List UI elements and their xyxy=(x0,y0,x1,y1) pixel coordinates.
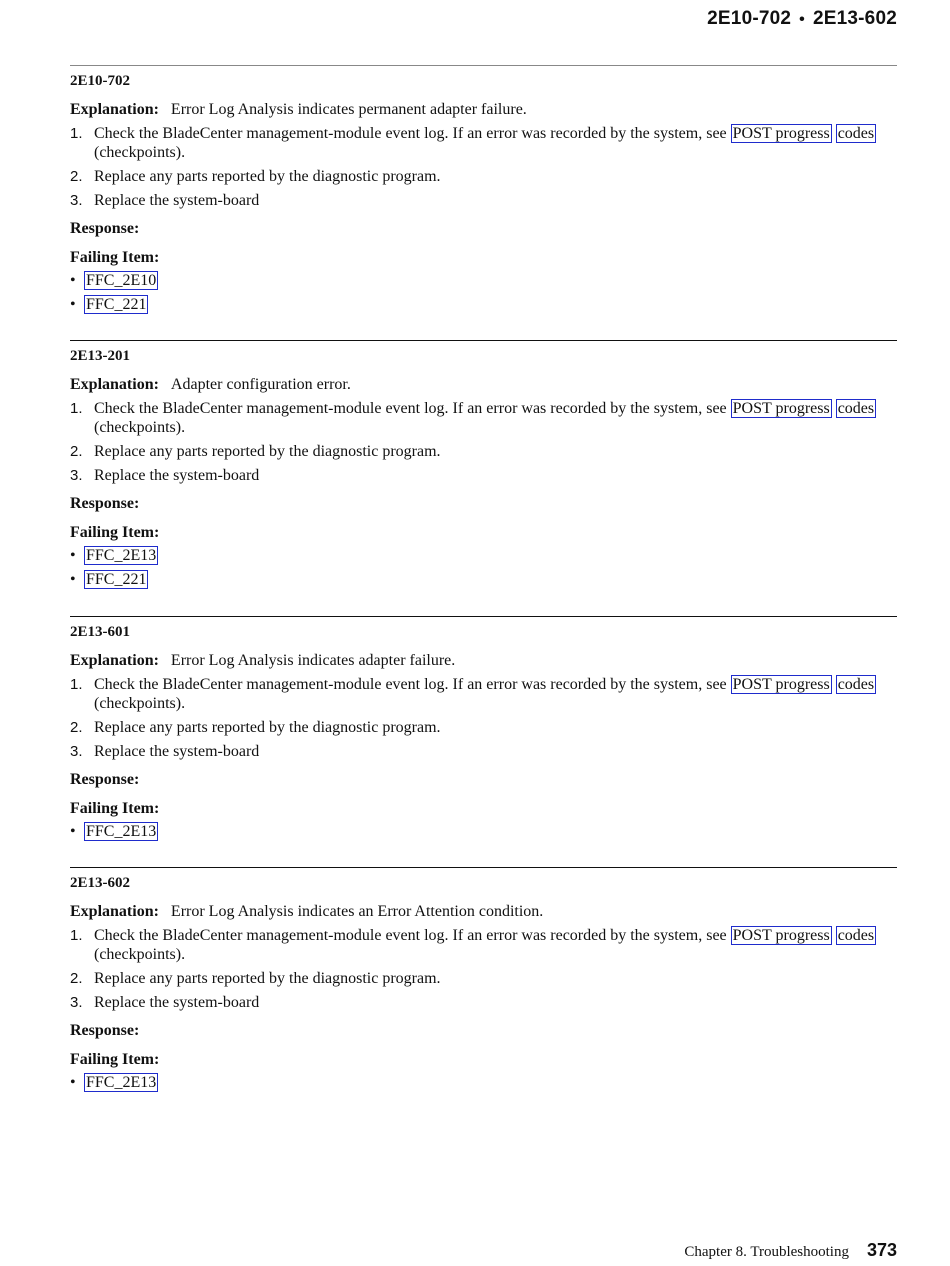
explanation xyxy=(70,902,897,922)
post-progress-codes-link-cont[interactable]: codes xyxy=(837,125,875,142)
steps-list xyxy=(70,926,897,1012)
response-label: Response: xyxy=(70,220,140,237)
step-item: 1. Check the BladeCenter management-module event log. If an error was recorded by the system, see POST progress codes (checkpoints). xyxy=(70,676,875,712)
post-progress-codes-link[interactable]: POST progress xyxy=(732,125,830,142)
failing-items-list xyxy=(70,546,897,590)
steps-list xyxy=(70,675,897,761)
explanation-label: Explanation: xyxy=(70,376,159,393)
step-item: 3. Replace the system-board xyxy=(70,994,260,1011)
section-divider xyxy=(70,616,897,617)
explanation xyxy=(70,375,897,395)
error-code: 2E13-601 xyxy=(70,624,130,640)
response-label: Response: xyxy=(70,1022,140,1039)
response-label: Response: xyxy=(70,495,140,512)
explanation-text: Error Log Analysis indicates permanent adapter failure. xyxy=(170,101,527,118)
page-footer xyxy=(684,1240,897,1261)
explanation-text: Error Log Analysis indicates an Error Attention condition. xyxy=(170,903,544,920)
explanation-label: Explanation: xyxy=(70,101,159,118)
header-first-code: 2E10-702 xyxy=(707,8,792,29)
chapter-title: Chapter 8. Troubleshooting xyxy=(684,1244,849,1260)
failing-items-list xyxy=(70,822,897,842)
post-progress-codes-link-cont[interactable]: codes xyxy=(837,927,875,944)
step-item: 2. Replace any parts reported by the diagnostic program. xyxy=(70,970,441,987)
post-progress-codes-link-cont[interactable]: codes xyxy=(837,400,875,417)
explanation-text: Adapter configuration error. xyxy=(170,376,351,393)
explanation-label: Explanation: xyxy=(70,652,159,669)
ffc-link[interactable]: FFC_2E10 xyxy=(86,272,157,289)
error-entry-2e13-602 xyxy=(70,874,897,1093)
check-step-word: Check xyxy=(94,676,135,693)
ffc-link[interactable]: FFC_221 xyxy=(86,296,147,313)
failing-items-list xyxy=(70,271,897,315)
step-item: 3. Replace the system-board xyxy=(70,743,260,760)
failing-items-list xyxy=(70,1073,897,1093)
step-item: 1. Check the BladeCenter management-module event log. If an error was recorded by the system, see POST progress codes (checkpoints). xyxy=(70,927,875,963)
failing-item: • FFC_2E10 xyxy=(70,272,157,289)
post-progress-codes-link-cont[interactable]: codes xyxy=(837,676,875,693)
check-step-word: Check xyxy=(94,125,135,142)
check-step-word: Check xyxy=(94,400,135,417)
failing-item-label: Failing Item: xyxy=(70,800,160,817)
ffc-link[interactable]: FFC_2E13 xyxy=(86,1074,157,1091)
step-item: 1. Check the BladeCenter management-module event log. If an error was recorded by the system, see POST progress codes (checkpoints). xyxy=(70,125,875,161)
post-progress-codes-link[interactable]: POST progress xyxy=(732,676,830,693)
failing-item: • FFC_221 xyxy=(70,571,147,588)
failing-item: • FFC_221 xyxy=(70,296,147,313)
ffc-link[interactable]: FFC_2E13 xyxy=(86,547,157,564)
post-progress-codes-link[interactable]: POST progress xyxy=(732,400,830,417)
step-item: 3. Replace the system-board xyxy=(70,467,260,484)
section-divider xyxy=(70,65,897,66)
response-label: Response: xyxy=(70,771,140,788)
failing-item-label: Failing Item: xyxy=(70,524,160,541)
check-step-word: Check xyxy=(94,927,135,944)
explanation-text: Error Log Analysis indicates adapter failure. xyxy=(170,652,456,669)
step-item: 2. Replace any parts reported by the diagnostic program. xyxy=(70,719,441,736)
post-progress-codes-link[interactable]: POST progress xyxy=(732,927,830,944)
header-last-code: 2E13-602 xyxy=(812,8,897,29)
failing-item-label: Failing Item: xyxy=(70,249,160,266)
step-item: 2. Replace any parts reported by the diagnostic program. xyxy=(70,168,441,185)
step-item: 2. Replace any parts reported by the diagnostic program. xyxy=(70,443,441,460)
failing-item: • FFC_2E13 xyxy=(70,823,157,840)
step-item: 3. Replace the system-board xyxy=(70,192,260,209)
failing-item-label: Failing Item: xyxy=(70,1051,160,1068)
header-separator: • xyxy=(799,11,805,28)
page-number: 373 xyxy=(866,1240,897,1260)
error-entry-2e13-601 xyxy=(70,623,897,842)
error-entry-2e10-702 xyxy=(70,72,897,315)
explanation xyxy=(70,100,897,120)
steps-list xyxy=(70,399,897,485)
error-code: 2E13-201 xyxy=(70,348,130,364)
section-divider xyxy=(70,867,897,868)
explanation-label: Explanation: xyxy=(70,903,159,920)
failing-item: • FFC_2E13 xyxy=(70,547,157,564)
ffc-link[interactable]: FFC_221 xyxy=(86,571,147,588)
error-code: 2E10-702 xyxy=(70,73,130,89)
failing-item: • FFC_2E13 xyxy=(70,1074,157,1091)
ffc-link[interactable]: FFC_2E13 xyxy=(86,823,157,840)
error-entry-2e13-201 xyxy=(70,347,897,590)
explanation xyxy=(70,651,897,671)
section-divider xyxy=(70,340,897,341)
steps-list xyxy=(70,124,897,210)
step-item: 1. Check the BladeCenter management-module event log. If an error was recorded by the system, see POST progress codes (checkpoints). xyxy=(70,400,875,436)
error-code: 2E13-602 xyxy=(70,875,130,891)
page-header xyxy=(707,8,897,30)
